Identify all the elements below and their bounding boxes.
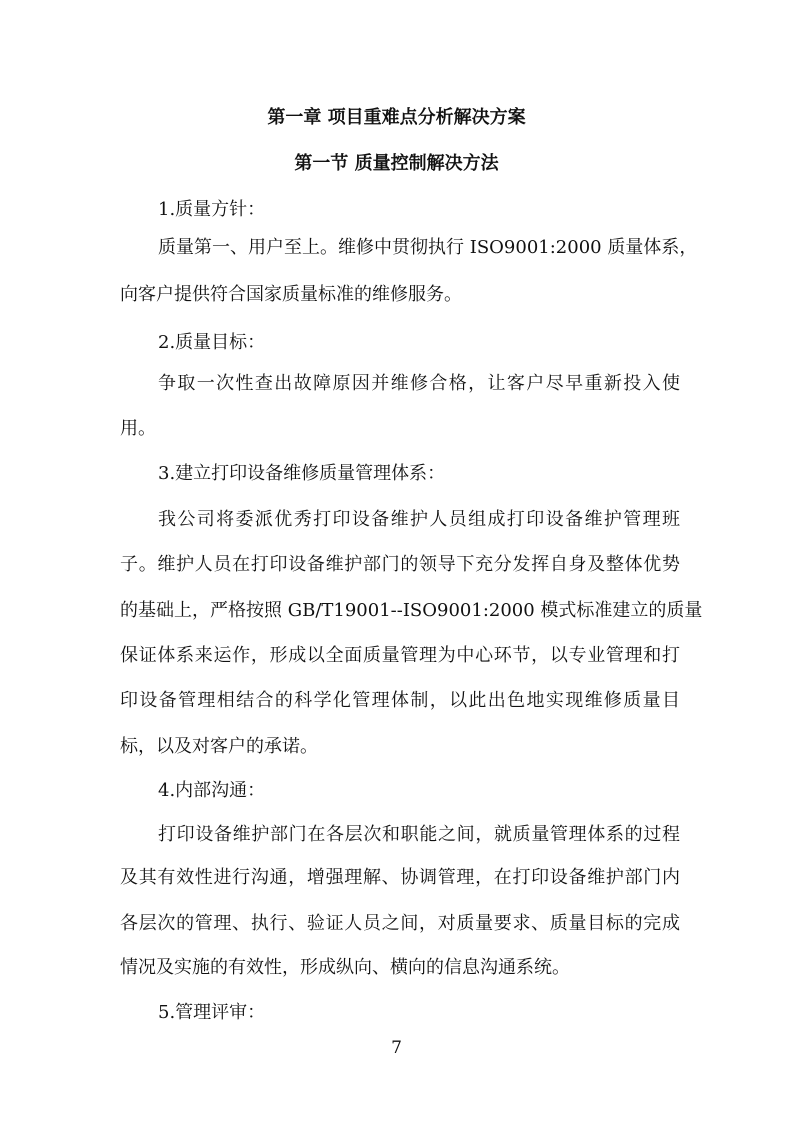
paragraph-line: 保证体系来运作，形成以全面质量管理为中心环节，以专业管理和打 xyxy=(120,645,680,666)
paragraph-line: 情况及实施的有效性，形成纵向、横向的信息沟通系统。 xyxy=(120,957,570,978)
section-title: 第一节 质量控制解决方法 xyxy=(294,153,499,174)
chapter-title: 第一章 项目重难点分析解决方案 xyxy=(267,107,526,128)
heading-management-review: 5.管理评审： xyxy=(158,1002,266,1023)
paragraph-line: 向客户提供符合国家质量标准的维修服务。 xyxy=(120,284,462,305)
paragraph-line: 质量第一、用户至上。维修中贯彻执行 ISO9001:2000 质量体系， xyxy=(158,237,698,258)
paragraph-line: 印设备管理相结合的科学化管理体制，以此出色地实现维修质量目 xyxy=(120,690,680,711)
paragraph-line: 及其有效性进行沟通，增强理解、协调管理，在打印设备维护部门内 xyxy=(120,867,680,888)
paragraph-line: 打印设备维护部门在各层次和职能之间，就质量管理体系的过程 xyxy=(158,824,680,845)
paragraph-line: 我公司将委派优秀打印设备维护人员组成打印设备维护管理班 xyxy=(158,509,680,530)
paragraph-line: 用。 xyxy=(120,418,156,439)
paragraph-line: 子。维护人员在打印设备维护部门的领导下充分发挥自身及整体优势 xyxy=(120,554,680,575)
paragraph-line: 争取一次性查出故障原因并维修合格，让客户尽早重新投入使 xyxy=(158,373,680,394)
heading-internal-communication: 4.内部沟通： xyxy=(158,780,266,801)
paragraph-line: 标，以及对客户的承诺。 xyxy=(120,736,318,757)
heading-quality-policy: 1.质量方针： xyxy=(158,199,266,220)
heading-quality-objective: 2.质量目标： xyxy=(158,332,266,353)
paragraph-line: 的基础上，严格按照 GB/T19001--ISO9001:2000 模式标准建立的质量 xyxy=(120,600,703,621)
page-number: 7 xyxy=(391,1038,402,1058)
paragraph-line: 各层次的管理、执行、验证人员之间，对质量要求、质量目标的完成 xyxy=(120,913,680,934)
heading-quality-system: 3.建立打印设备维修质量管理体系： xyxy=(158,463,446,484)
